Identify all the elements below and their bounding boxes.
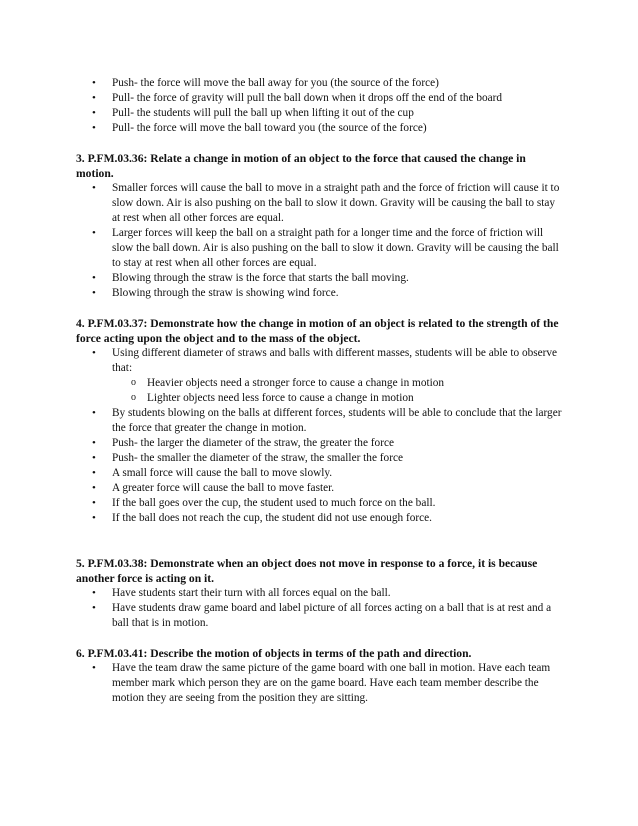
section-list	[76, 586, 564, 631]
list-item: • Push- the force will move the ball away for you (the source of the force)	[76, 76, 564, 91]
list-item: • Pull- the force will move the ball toward you (the source of the force)	[76, 121, 564, 136]
sub-list-item: o Lighter objects need less force to cause a change in motion	[76, 391, 564, 406]
section-heading: 5. P.FM.03.38: Demonstrate when an object does not move in response to a force, it is because another force is acting on it.	[76, 557, 538, 585]
list-item: • Push- the larger the diameter of the straw, the greater the force	[76, 436, 564, 451]
list-item: • A small force will cause the ball to move slowly.	[76, 466, 564, 481]
section-list	[76, 346, 564, 526]
list-item: • Pull- the students will pull the ball up when lifting it out of the cup	[76, 106, 564, 121]
list-item: • If the ball does not reach the cup, the student did not use enough force.	[76, 511, 564, 526]
list-item: • Blowing through the straw is showing wind force.	[76, 286, 564, 301]
list-item: • Smaller forces will cause the ball to move in a straight path and the force of friction will cause it to slow down. Air is also pushing on the ball to slow it down. Gravity will be causing the ball to stay at rest when all other forces are equal.	[76, 181, 564, 226]
list-item: • Larger forces will keep the ball on a straight path for a longer time and the force of friction will slow the ball down. Air is also pushing on the ball to slow it down. Gravity will be causing the ball to stay at rest when all other forces are equal.	[76, 226, 564, 271]
list-item-text: Using different diameter of straws and balls with different masses, students will be able to observe that:	[112, 347, 558, 374]
list-item: • A greater force will cause the ball to move faster.	[76, 481, 564, 496]
intro-list	[76, 76, 564, 136]
list-item: • If the ball goes over the cup, the student used to much force on the ball.	[76, 496, 564, 511]
list-item: • Push- the smaller the diameter of the straw, the smaller the force	[76, 451, 564, 466]
list-item	[76, 346, 564, 406]
list-item: • By students blowing on the balls at different forces, students will be able to conclude that the larger the force that greater the change in motion.	[76, 406, 564, 436]
list-item: • Have students draw game board and label picture of all forces acting on a ball that is at rest and a ball that is in motion.	[76, 601, 564, 631]
list-item: • Blowing through the straw is the force that starts the ball moving.	[76, 271, 564, 286]
sub-list	[112, 376, 564, 406]
sub-list-item: o Heavier objects need a stronger force to cause a change in motion	[76, 376, 564, 391]
list-item: • Have the team draw the same picture of the game board with one ball in motion. Have each team member mark which person they are on the game board. Have each team member describe the motion they are seeing from the position they are sitting.	[76, 661, 564, 706]
section-heading: 6. P.FM.03.41: Describe the motion of objects in terms of the path and direction.	[76, 647, 472, 660]
document-body	[76, 76, 564, 706]
section-heading: 4. P.FM.03.37: Demonstrate how the change in motion of an object is related to the strength of the force acting upon the object and to the mass of the object.	[76, 317, 559, 345]
section-list	[76, 181, 564, 301]
section-list	[76, 661, 564, 706]
list-item: • Pull- the force of gravity will pull the ball down when it drops off the end of the board	[76, 91, 564, 106]
section-heading: 3. P.FM.03.36: Relate a change in motion of an object to the force that caused the change in motion.	[76, 152, 526, 180]
list-item: • Have students start their turn with all forces equal on the ball.	[76, 586, 564, 601]
